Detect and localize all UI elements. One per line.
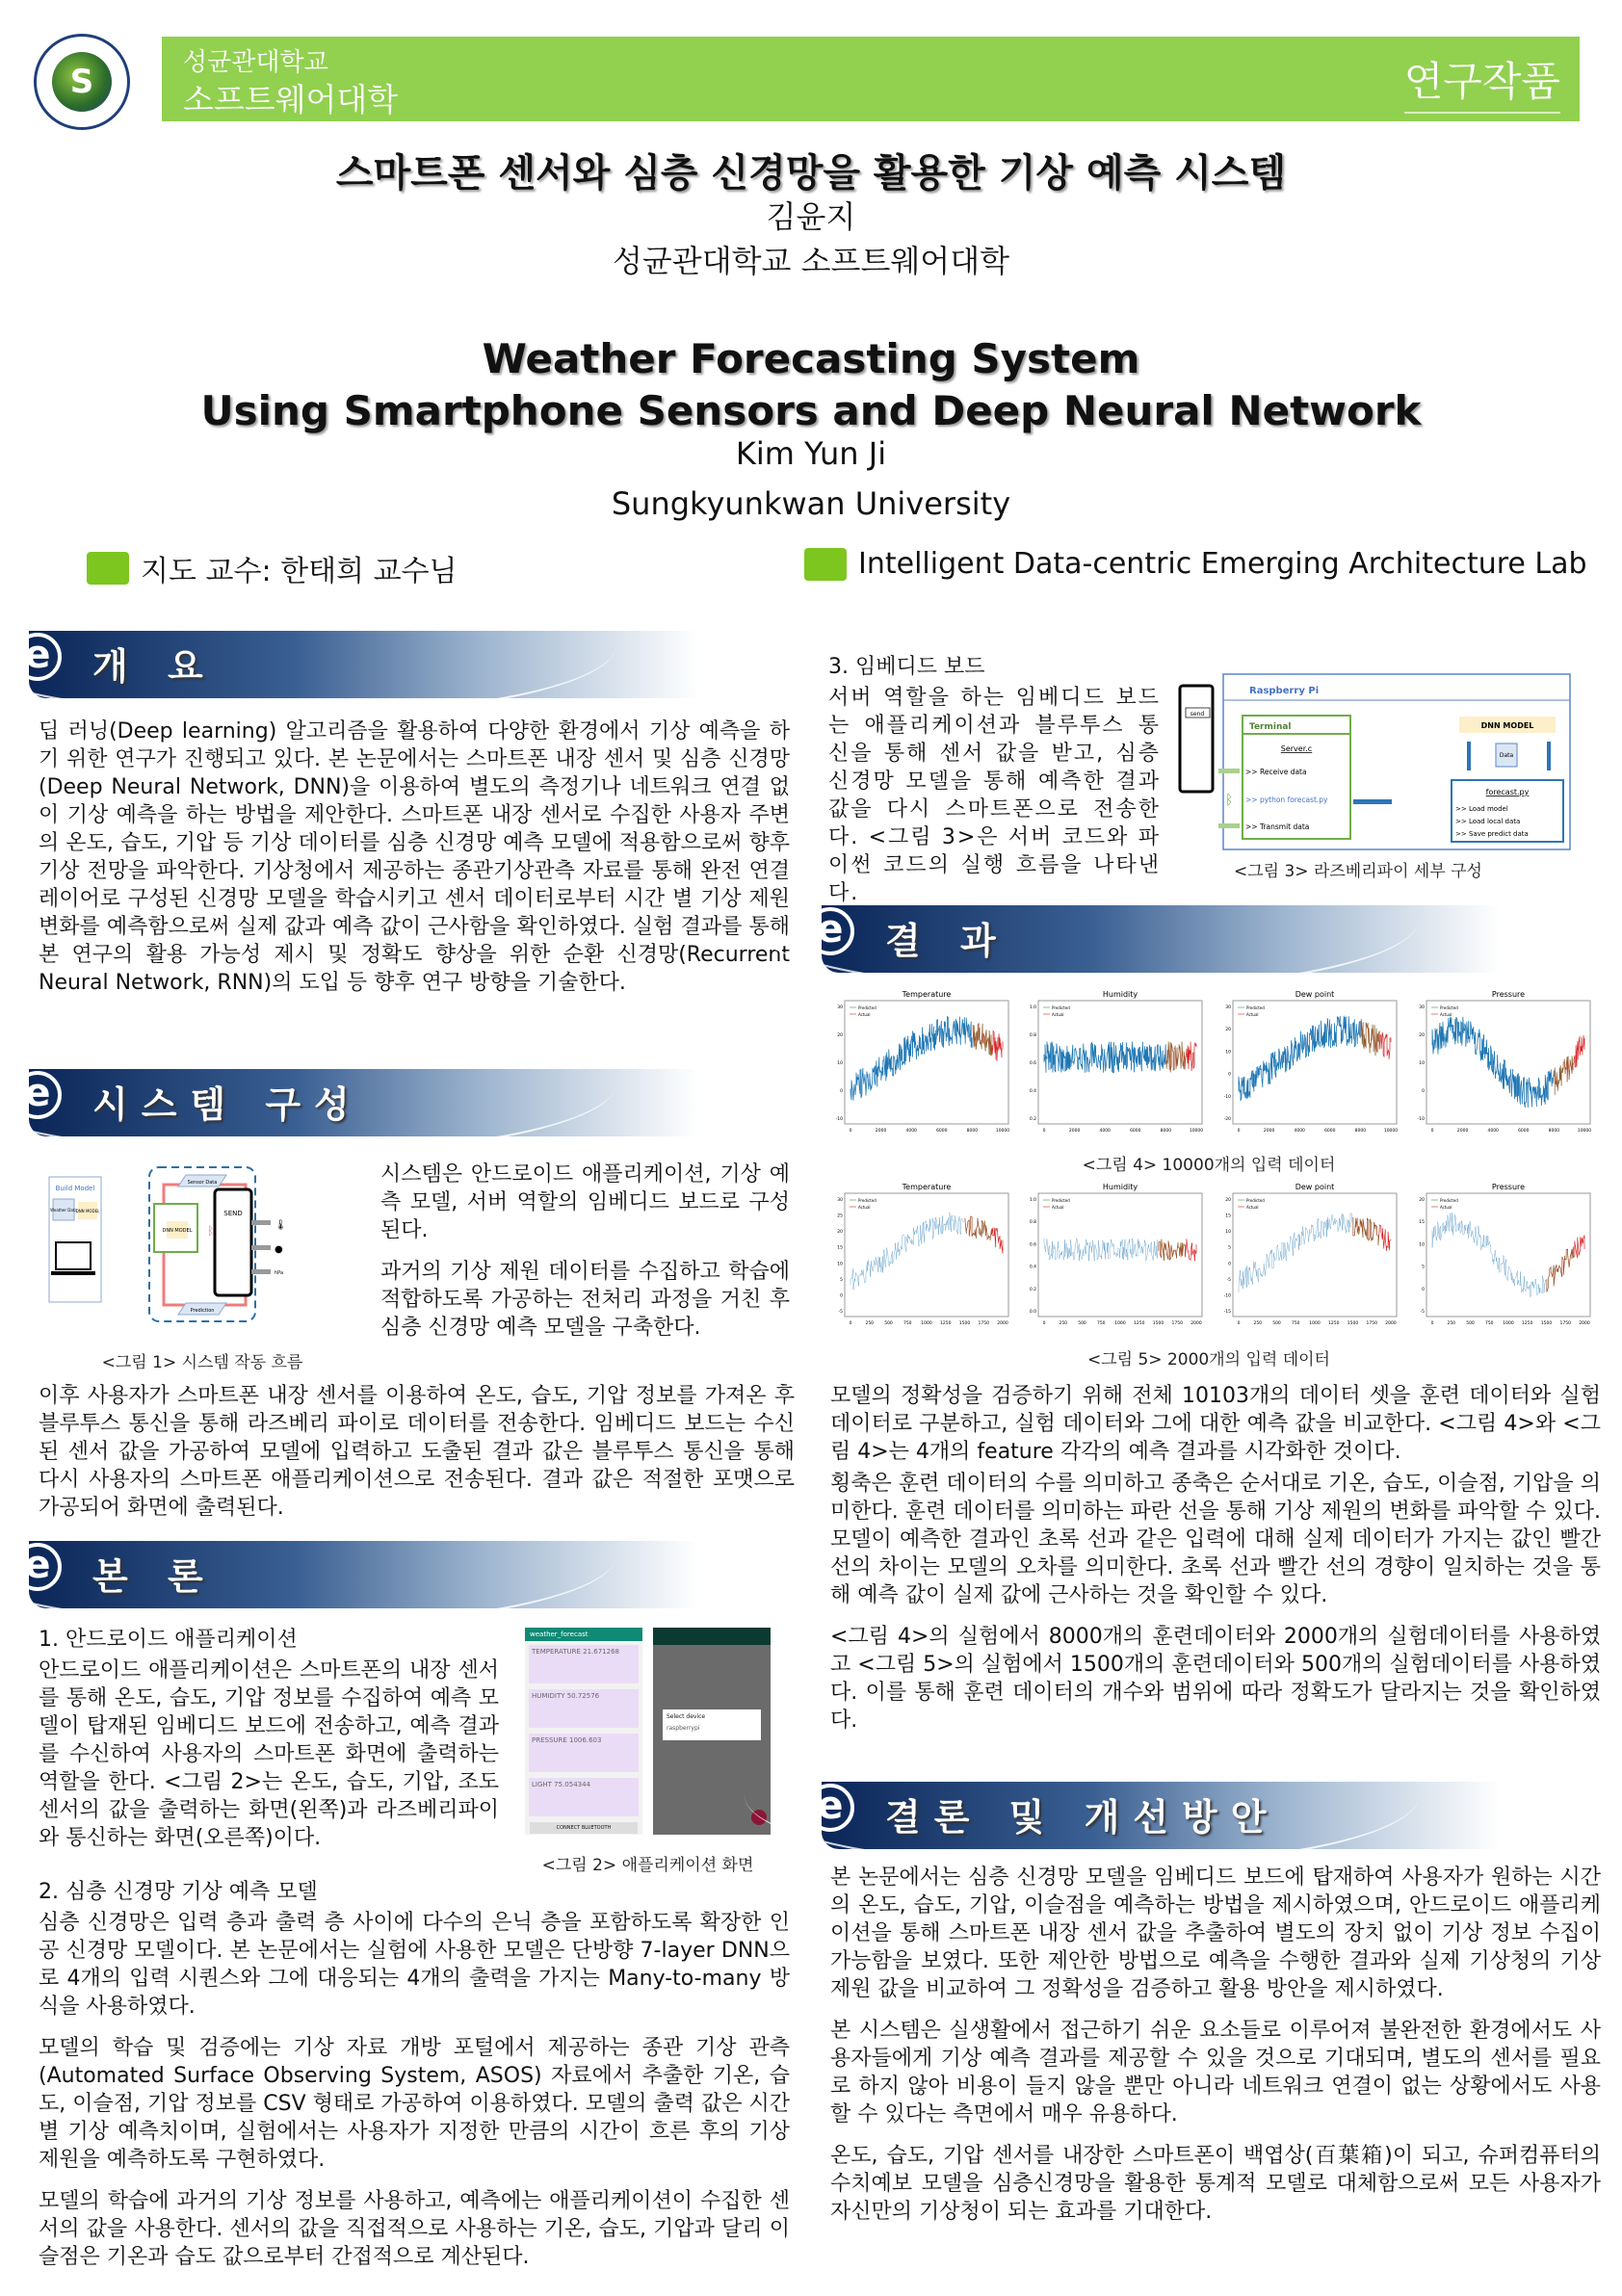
chart-pressure — [1405, 987, 1594, 1146]
x-tick-label: 250 — [1253, 1321, 1262, 1326]
university-logo: S — [34, 34, 130, 130]
x-tick-label: 2000 — [1579, 1321, 1590, 1326]
x-tick-label: 500 — [1078, 1321, 1087, 1326]
x-tick-label: 500 — [1271, 1321, 1281, 1326]
e-logo-icon: e — [806, 907, 854, 955]
x-tick-label: 2000 — [997, 1321, 1008, 1326]
x-tick-label: 6000 — [1130, 1129, 1141, 1134]
device-option[interactable]: raspberrypi — [667, 1725, 700, 1732]
y-tick-label: 0 — [1422, 1089, 1425, 1094]
x-tick-label: 1750 — [1171, 1321, 1184, 1326]
x-tick-label: 8000 — [1161, 1129, 1172, 1134]
y-tick-label: 5 — [840, 1277, 843, 1283]
x-tick-label: 250 — [1447, 1321, 1456, 1326]
header-banner — [162, 37, 1580, 121]
advisor-text: 지도 교수: 한태희 교수님 — [141, 555, 458, 588]
chart-title: Temperature — [902, 1183, 952, 1191]
fig1-dnn-model: DNN MODEL — [75, 1209, 100, 1213]
x-tick-label: 0 — [849, 1129, 852, 1134]
legend-label: Actual — [858, 1205, 871, 1210]
x-tick-label: 2000 — [1456, 1129, 1469, 1134]
x-tick-label: 0 — [849, 1321, 852, 1326]
legend-label: Predicted — [1245, 1005, 1265, 1010]
x-tick-label: 8000 — [966, 1129, 979, 1134]
results-text: 모델의 정확성을 검증하기 위해 전체 10103개의 데이터 셋을 훈련 데이터와 실험 데이터로 구분하고, 실험 데이터와 그에 대한 예측 값을 비교한다. <그림 4>와 <그림 4>는 4개의 feature 각각의 예측 결과를 시각화한 것이다. 횡축은 훈련 데이터의 수를 의미하고 종축은 순서대로 기온, 습도, 이슬점, 기압을 의미한다. 훈련 데이터를 의미하는 파란 선을 통해 기상 제원의 변화를 파악할 수 있다. 모델이 예측한 결과인 초록 선과 같은 입력에 대해 실제 데이터가 가지는 값인 빨간 선의 차이는 모델의 오차를 의미한다. 초록 선과 빨간 선의 경향이 일치하는 것을 통해 예측 값이 실제 값에 근사하는 것을 확인할 수 있다. <그림 4>의 실험에서 8000개의 훈련데이터와 2000개의 실험데이터를 사용하였고 <그림 5>의 실험에서 1500개의 훈련데이터와 500개의 실험데이터를 사용하였다. 이를 통해 훈련 데이터의 개수와 범위에 따라 정확도가 달라지는 것을 확인하였다. — [830, 1384, 1601, 1733]
english-title — [0, 333, 1622, 437]
x-tick-label: 10000 — [1383, 1129, 1398, 1134]
y-tick-label: 25 — [837, 1213, 843, 1219]
english-title-line1: Weather Forecasting System — [482, 335, 1140, 382]
y-tick-label: 10 — [837, 1061, 843, 1066]
chart-title: Humidity — [1103, 1183, 1138, 1191]
chart-title: Dew point — [1295, 990, 1334, 999]
y-tick-label: 0 — [840, 1293, 843, 1299]
fig3-dnn-model: DNN MODEL — [1480, 721, 1534, 730]
figure-3-caption: <그림 3> 라즈베리파이 세부 구성 — [1234, 862, 1482, 881]
x-tick-label: 1000 — [1308, 1321, 1321, 1326]
x-tick-label: 2000 — [1190, 1321, 1203, 1326]
plot-area — [1233, 1193, 1397, 1317]
lab-text: Intelligent Data-centric Emerging Architecture Lab — [858, 547, 1587, 581]
chart-temperature — [824, 1180, 1012, 1339]
banner-university: 성균관대학교 — [183, 48, 328, 77]
x-tick-label: 0 — [1237, 1321, 1241, 1326]
chart-title: Temperature — [902, 990, 952, 999]
e-logo-icon: e — [13, 1071, 62, 1119]
chart-title: Dew point — [1295, 1183, 1334, 1191]
y-tick-label: -15 — [1223, 1310, 1231, 1315]
y-tick-label: 0.2 — [1030, 1287, 1037, 1292]
banner-category: 연구작품 — [1404, 50, 1560, 114]
y-tick-label: 10 — [1419, 1242, 1425, 1248]
x-tick-label: 1250 — [1327, 1321, 1340, 1326]
y-tick-label: -10 — [1223, 1094, 1231, 1100]
lab-tag — [804, 547, 1587, 581]
overview-text: 딥 러닝(Deep learning) 알고리즘을 활용하여 다양한 환경에서 기상 예측을 하기 위한 연구가 진행되고 있다. 본 논문에서는 스마트폰 내장 센서 및 심층 신경망(Deep Neural Network, DNN)을 이용하여 별도의 측정기나 네트워크 연결 없이 기상 예측을 하는 방법을 제안한다. 스마트폰 내장 센서로 수집한 사용자 주변의 온도, 습도, 기압 등 기상 데이터를 심층 신경망 예측 모델에 적용함으로써 향후 기상 전망을 파악한다. 기상청에서 제공하는 종관기상관측 자료를 통해 완전 연결 레이어로 구성된 신경망 모델을 학습시키고 센서 데이터로부터 시간 별 기상 제원 변화를 예측함으로써 실제 값과 예측 값이 근사함을 확인하였다. 실험 결과를 통해 본 연구의 활용 가능성 제시 및 정확도 향상을 위한 순환 신경망(Recurrent Neural Network, RNN)의 도입 등 향후 연구 방향을 기술한다. — [39, 719, 790, 995]
y-tick-label: 10 — [1224, 1230, 1231, 1236]
legend-label: Actual — [858, 1012, 871, 1017]
x-tick-label: 0 — [1430, 1129, 1434, 1134]
x-tick-label: 750 — [1291, 1321, 1300, 1326]
thermometer-icon: 🌡 — [275, 1220, 287, 1231]
y-tick-label: 20 — [1224, 1028, 1231, 1033]
system-text-right: 시스템은 안드로이드 애플리케이션, 기상 예측 모델, 서버 역할의 임베디드 보드로 구성된다. 과거의 기상 제원 데이터를 수집하고 학습에 적합하도록 가공하는 전처리 과정을 거친 후 심층 신경망 예측 모델을 구축한다. — [380, 1162, 790, 1340]
x-tick-label: 1500 — [1153, 1321, 1164, 1326]
section-header-conclusion: e 결론 및 개선방안 — [822, 1782, 1592, 1849]
x-tick-label: 8000 — [1548, 1129, 1560, 1134]
x-tick-label: 1750 — [978, 1321, 989, 1326]
x-tick-label: 2000 — [875, 1129, 887, 1134]
x-tick-label: 1500 — [958, 1321, 971, 1326]
fig3-python: >> python forecast.py — [1245, 796, 1328, 804]
fig1-dnn-model-chip: DNN MODEL — [162, 1228, 193, 1234]
y-tick-label: 5 — [1422, 1265, 1425, 1270]
legend-label: Actual — [1245, 1205, 1259, 1210]
x-tick-label: 250 — [1059, 1321, 1068, 1326]
section-header-results: e 결 과 — [822, 905, 1592, 973]
e-logo-icon: e — [13, 633, 62, 681]
light-reading: LIGHT 75.054344 — [529, 1778, 639, 1816]
embedded-text: 서버 역할을 하는 임베디드 보드는 애플리케이션과 블루투스 통신을 통해 센서 값을 받고, 심층 신경망 모델을 통해 예측한 결과 값을 다시 스마트폰으로 전송한다. <그림 3>은 서버 코드와 파이썬 코드의 실행 흐름을 나타낸다. — [828, 686, 1161, 905]
app-title-bar: weather_forecast — [525, 1628, 642, 1641]
y-tick-label: 0.4 — [1030, 1265, 1037, 1270]
bluetooth-icon: ᛒ — [207, 1224, 215, 1238]
y-tick-label: 1.0 — [1030, 1005, 1037, 1010]
y-tick-label: 20 — [1419, 1198, 1425, 1203]
y-tick-label: -5 — [1420, 1310, 1425, 1315]
y-tick-label: -5 — [838, 1310, 843, 1315]
y-tick-label: 10 — [837, 1262, 843, 1267]
figure-5-caption: <그림 5> 2000개의 입력 데이터 — [1087, 1350, 1330, 1370]
x-tick-label: 500 — [1466, 1321, 1475, 1326]
y-tick-label: 0.6 — [1030, 1061, 1037, 1066]
chart-title: Pressure — [1491, 990, 1526, 999]
fig1-weather-data: Weather Data — [50, 1208, 77, 1213]
plot-area — [1233, 1001, 1397, 1124]
y-tick-label: 10 — [1419, 1061, 1425, 1066]
legend-label: Actual — [1052, 1012, 1064, 1017]
legend-label: Predicted — [858, 1005, 876, 1010]
figure-1-system-flow — [43, 1156, 366, 1348]
fig3-terminal: Terminal — [1249, 722, 1292, 732]
legend-label: Actual — [1245, 1012, 1259, 1017]
y-tick-label: 0 — [1422, 1287, 1425, 1292]
pressure-reading: PRESSURE 1006.603 — [529, 1734, 639, 1772]
fig3-receive: >> Receive data — [1245, 768, 1307, 776]
y-tick-label: -10 — [1223, 1293, 1231, 1299]
fig1-sensor-data: Sensor Data — [187, 1180, 218, 1186]
e-logo-icon: e — [806, 1784, 854, 1832]
x-tick-label: 1000 — [921, 1321, 932, 1326]
section-header-system: e 시스템 구성 — [29, 1069, 790, 1136]
y-tick-label: 30 — [837, 1198, 843, 1203]
x-tick-label: 10000 — [995, 1129, 1010, 1134]
section-header-overview: e 개 요 — [29, 631, 790, 698]
y-tick-label: 0.4 — [1030, 1089, 1037, 1094]
figure-1-caption: <그림 1> 시스템 작동 흐름 — [101, 1353, 303, 1372]
conclusion-text: 본 논문에서는 심층 신경망 모델을 임베디드 보드에 탑재하여 사용자가 원하는 시간의 온도, 습도, 기압, 이슬점을 예측하는 방법을 제시하였으며, 안드로이드 애플리케이션을 통해 스마트폰 내장 센서 값을 추출하여 별도의 장치 없이 기상 정보 수집이 가능함을 보였다. 또한 제안한 방법으로 예측을 수행한 결과와 실제 기상청의 기상 제원 값을 비교하여 그 정확성을 검증하고 활용 방안을 제시하였다. 본 시스템은 실생활에서 접근하기 쉬운 요소들로 이루어져 불완전한 환경에서도 사용자들에게 기상 예측 결과를 제공할 수 있을 것으로 기대되며, 별도의 센서를 필요로 하지 않아 비용이 들지 않을 뿐만 아니라 네트워크 연결이 없는 상황에서도 사용할 수 있다는 측면에서 매우 유용하다. 온도, 습도, 기압 센서를 내장한 스마트폰이 백엽상(百葉箱)이 되고, 슈퍼컴퓨터의 수치예보 모델을 심층신경망을 활용한 통계적 모델로 대체함으로써 모든 사용자가 자신만의 기상청이 되는 효과를 기대한다. — [830, 1866, 1601, 2224]
y-tick-label: 0.2 — [1030, 1117, 1037, 1122]
figure-4-caption: <그림 4> 10000개의 입력 데이터 — [1082, 1156, 1336, 1175]
author-english: Kim Yun Ji — [735, 435, 887, 472]
y-tick-label: 0.8 — [1030, 1033, 1037, 1038]
x-tick-label: 6000 — [1518, 1129, 1530, 1134]
y-tick-label: 10 — [1224, 1050, 1231, 1056]
x-tick-label: 0 — [1237, 1129, 1241, 1134]
y-tick-label: 30 — [1224, 1005, 1231, 1010]
fig1-prediction: Prediction — [190, 1308, 215, 1314]
x-tick-label: 4000 — [1487, 1129, 1499, 1134]
green-square-icon — [804, 548, 847, 581]
temperature-reading: TEMPERATURE 21.671268 — [529, 1645, 639, 1683]
x-tick-label: 750 — [903, 1321, 912, 1326]
android-app-text: 안드로이드 애플리케이션은 스마트폰의 내장 센서를 통해 온도, 습도, 기압 정보를 수집하여 예측 모델이 탑재된 임베디드 보드에 전송하고, 예측 결과를 수신하여 사용자의 스마트폰 화면에 출력하는 역할을 한다. <그림 2>는 온도, 습도, 기압, 조도 센서의 값을 출력하는 화면(왼쪽)과 라즈베리파이와 통신하는 화면(오른쪽)이다. — [39, 1658, 499, 1850]
x-tick-label: 250 — [865, 1321, 875, 1326]
legend-label: Actual — [1052, 1205, 1064, 1210]
figure-4-charts — [824, 987, 1594, 1146]
y-tick-label: -10 — [1417, 1117, 1425, 1122]
figure-2-caption: <그림 2> 애플리케이션 화면 — [541, 1856, 754, 1875]
korean-title: 스마트폰 센서와 심층 신경망을 활용한 기상 예측 시스템 — [335, 151, 1287, 196]
plot-area — [845, 1193, 1008, 1317]
x-tick-label: 8000 — [1354, 1129, 1366, 1134]
section-header-body: e 본 론 — [29, 1541, 790, 1608]
x-tick-label: 4000 — [905, 1129, 917, 1134]
chart-dew-point — [1212, 1180, 1400, 1339]
fig1-send: SEND — [223, 1210, 243, 1217]
legend-label: Actual — [1439, 1205, 1452, 1210]
fig1-hpa: hPa — [275, 1270, 284, 1276]
sensor-readings — [529, 1645, 639, 1816]
dnn-model-subtitle: 2. 심층 신경망 기상 예측 모델 — [39, 1880, 318, 1904]
plot-area — [1426, 1193, 1590, 1317]
fig3-save: >> Save predict data — [1455, 830, 1529, 838]
x-tick-label: 1000 — [1503, 1321, 1514, 1326]
x-tick-label: 750 — [1484, 1321, 1494, 1326]
fig3-transmit: >> Transmit data — [1245, 822, 1310, 831]
english-title-line2: Using Smartphone Sensors and Deep Neural Network — [200, 387, 1422, 434]
legend-label: Predicted — [858, 1198, 876, 1203]
legend-label: Predicted — [1052, 1005, 1071, 1010]
y-tick-label: 15 — [837, 1245, 843, 1251]
affiliation-english: Sungkyunkwan University — [611, 485, 1011, 522]
x-tick-label: 500 — [884, 1321, 893, 1326]
e-logo-icon: e — [13, 1543, 62, 1591]
x-tick-label: 1750 — [1366, 1321, 1377, 1326]
x-tick-label: 0 — [1430, 1321, 1434, 1326]
x-tick-label: 4000 — [1099, 1129, 1112, 1134]
x-tick-label: 2000 — [1263, 1129, 1274, 1134]
dnn-model-text: 심층 신경망은 입력 층과 출력 층 사이에 다수의 은닉 층을 포함하도록 확장한 인공 신경망 모델이다. 본 논문에서는 실험에 사용한 모델은 단방향 7-layer DNN으로 4개의 입력 시퀀스와 그에 대응되는 4개의 출력을 가지는 Many-to-many 방식을 사용하였다. 모델의 학습 및 검증에는 기상 자료 개방 포털에서 제공하는 종관 기상 관측(Automated Surface Observing System, ASOS) 자료에서 추출한 기온, 습도, 이슬점, 기압 정보를 CSV 형태로 가공하여 이용하였다. 모델의 출력 값은 시간 별 기상 예측치이며, 실험에서는 사용자가 지정한 만큼의 시간이 흐른 후의 기상 제원을 예측하도록 구현하였다. 모델의 학습에 과거의 기상 정보를 사용하고, 예측에는 애플리케이션이 수집한 센서의 값을 사용한다. 센서의 값을 직접적으로 사용하는 기온, 습도, 기압과 달리 이슬점은 기온과 습도 값으로부터 간접적으로 계산된다. — [39, 1911, 790, 2269]
x-tick-label: 10000 — [1577, 1129, 1592, 1134]
y-tick-label: 15 — [1224, 1213, 1231, 1219]
fig3-load-model: >> Load model — [1455, 805, 1508, 813]
y-tick-label: 20 — [837, 1033, 843, 1038]
x-tick-label: 0 — [1042, 1321, 1046, 1326]
plot-area — [1038, 1193, 1202, 1317]
y-tick-label: 0.6 — [1030, 1242, 1037, 1248]
chart-humidity — [1017, 987, 1206, 1146]
x-tick-label: 0 — [1042, 1129, 1046, 1134]
y-tick-label: 1.0 — [1030, 1198, 1037, 1203]
android-app-subtitle: 1. 안드로이드 애플리케이션 — [39, 1628, 298, 1652]
x-tick-label: 4000 — [1294, 1129, 1305, 1134]
connect-bluetooth-button[interactable]: CONNECT BLUETOOTH — [530, 1822, 638, 1834]
y-tick-label: 0.8 — [1030, 1220, 1037, 1226]
y-tick-label: -10 — [835, 1117, 843, 1122]
fig3-data: Data — [1499, 752, 1514, 759]
x-tick-label: 1250 — [940, 1321, 952, 1326]
embedded-subtitle: 3. 임베디드 보드 — [828, 655, 985, 679]
x-tick-label: 6000 — [1323, 1129, 1336, 1134]
legend-label: Predicted — [1439, 1005, 1458, 1010]
legend-label: Predicted — [1052, 1198, 1071, 1203]
chart-pressure — [1405, 1180, 1594, 1339]
water-drop-icon: ● — [275, 1244, 283, 1255]
legend-label: Predicted — [1245, 1198, 1265, 1203]
x-tick-label: 1250 — [1522, 1321, 1533, 1326]
banner-college: 소프트웨어대학 — [183, 81, 399, 118]
x-tick-label: 1500 — [1540, 1321, 1553, 1326]
y-tick-label: 5 — [1227, 1245, 1231, 1251]
y-tick-label: 20 — [1419, 1033, 1425, 1038]
plot-area — [845, 1001, 1008, 1124]
green-square-icon — [87, 552, 129, 585]
y-tick-label: -20 — [1223, 1117, 1231, 1122]
fig3-raspberry-pi: Raspberry Pi — [1249, 686, 1320, 696]
affiliation-korean: 성균관대학교 소프트웨어대학 — [612, 243, 1010, 279]
chart-dew-point — [1212, 987, 1400, 1146]
y-tick-label: -5 — [1226, 1277, 1231, 1283]
fig1-build-model: Build Model — [55, 1185, 95, 1192]
x-tick-label: 1500 — [1347, 1321, 1358, 1326]
chart-humidity — [1017, 1180, 1206, 1339]
x-tick-label: 1750 — [1559, 1321, 1571, 1326]
chart-title: Humidity — [1103, 990, 1138, 999]
x-tick-label: 6000 — [936, 1129, 948, 1134]
humidity-reading: HUMIDITY 50.72576 — [529, 1689, 639, 1728]
select-device-dialog: Select device raspberrypi — [663, 1709, 761, 1740]
y-tick-label: 15 — [1419, 1220, 1425, 1226]
chart-title: Pressure — [1491, 1183, 1526, 1191]
x-tick-label: 2000 — [1384, 1321, 1397, 1326]
y-tick-label: 0 — [1227, 1072, 1231, 1078]
author-korean: 김윤지 — [766, 198, 856, 235]
x-tick-label: 1250 — [1134, 1321, 1145, 1326]
system-text-bottom: 이후 사용자가 스마트폰 내장 센서를 이용하여 온도, 습도, 기압 정보를 가져온 후 블루투스 통신을 통해 라즈베리 파이로 데이터를 전송한다. 임베디드 보드는 수신된 센서 값을 가공하여 모델에 입력하고 도출된 결과 값은 블루투스 통신을 통해 다시 사용자의 스마트폰 애플리케이션으로 전송된다. 결과 값은 적절한 포맷으로 가공되어 화면에 출력된다. — [39, 1384, 795, 1520]
legend-label: Actual — [1439, 1012, 1452, 1017]
chart-temperature — [824, 987, 1012, 1146]
figure-3-raspberry-pi — [1180, 655, 1584, 857]
y-tick-label: 0 — [840, 1089, 843, 1094]
bluetooth-icon: ᛒ — [1225, 793, 1234, 808]
y-tick-label: 20 — [837, 1230, 843, 1236]
x-tick-label: 750 — [1097, 1321, 1106, 1326]
fig3-server: Server.c — [1280, 744, 1313, 753]
y-tick-label: 0 — [1227, 1262, 1231, 1267]
y-tick-label: 30 — [1419, 1005, 1425, 1010]
legend-label: Predicted — [1439, 1198, 1458, 1203]
x-tick-label: 2000 — [1069, 1129, 1081, 1134]
fig3-load-local: >> Load local data — [1455, 818, 1521, 825]
y-tick-label: 0.0 — [1030, 1310, 1037, 1315]
x-tick-label: 10000 — [1190, 1129, 1204, 1134]
figure-5-charts — [824, 1180, 1594, 1339]
fig3-send: send — [1190, 711, 1205, 718]
x-tick-label: 1000 — [1114, 1321, 1127, 1326]
y-tick-label: 30 — [837, 1005, 843, 1010]
y-tick-label: 20 — [1224, 1198, 1231, 1203]
fig3-forecast: forecast.py — [1485, 788, 1530, 796]
app-screenshot-sensors — [525, 1628, 642, 1835]
